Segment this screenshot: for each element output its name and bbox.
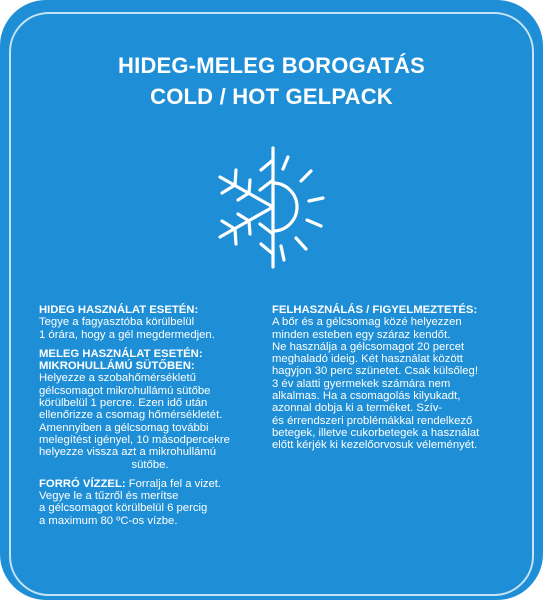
warning-line: Ne használja a gélcsomagot 20 percet	[272, 340, 465, 353]
warning-line: A bőr és a gélcsomag közé helyezzen	[272, 316, 462, 329]
hot-water-heading: FORRÓ VÍZZEL:	[39, 477, 126, 490]
hot-water-section	[39, 478, 261, 527]
cold-use-line: Tegye a fagyasztóba körülbelül	[39, 316, 195, 329]
warm-use-line: körülbelül 1 percre. Ezen idő után	[39, 397, 208, 410]
hot-water-line: Vegye le a tűzről és merítse	[39, 490, 179, 503]
warm-use-line: ellenőrizze a csomag hőmérsékletét.	[39, 409, 223, 422]
warm-use-line: Helyezze a szobahőmérsékletű	[39, 372, 196, 385]
warm-use-line: gélcsomagot mikrohullámú sütőbe	[39, 384, 211, 397]
warning-line: minden esteben egy száraz kendőt.	[272, 328, 451, 341]
hot-water-line: a gélcsomagot körülbelül 6 percig	[39, 502, 208, 515]
warm-use-line: helyezze vissza azt a mikrohullámú	[39, 446, 217, 459]
right-warnings	[272, 304, 507, 452]
hot-water-text: Forralja fel a vizet.	[125, 477, 222, 490]
warm-use-line: Amennyiben a gélcsomag további	[39, 421, 209, 434]
warm-use-section	[39, 348, 261, 471]
warning-line: meghaladó ideig. Két használat között	[272, 353, 463, 366]
cold-use-heading: HIDEG HASZNÁLAT ESETÉN:	[39, 304, 199, 316]
left-instructions	[39, 304, 261, 534]
title-hungarian: HIDEG-MELEG BOROGATÁS	[118, 53, 425, 78]
warm-use-heading: MELEG HASZNÁLAT ESETÉN:	[39, 347, 203, 360]
warning-line: betegek, illetve cukorbetegek a használat	[272, 426, 480, 439]
title-english: COLD / HOT GELPACK	[150, 84, 393, 109]
warm-use-line: melegítést igényel, 10 másodpercekre	[39, 433, 230, 446]
warning-line: és érrendszeri problémákkal rendelkező	[272, 414, 473, 427]
warning-line: előtt kérjék ki kezelőorvosuk véleményét.	[272, 439, 478, 452]
warm-use-line: sütőbe.	[131, 458, 169, 471]
warning-line: azonnal dobja ki a terméket. Szív-	[272, 402, 443, 415]
warm-use-heading: MIKROHULLÁMÚ SÜTŐBEN:	[39, 360, 195, 373]
cold-use-section	[39, 304, 261, 341]
hot-water-first-line	[39, 478, 261, 490]
hot-water-line: a maximum 80 ºC-os vízbe.	[39, 514, 178, 527]
warning-line: hagyjon 30 perc szünetet. Csak külsőleg!	[272, 365, 478, 378]
cold-use-line: 1 órára, hogy a gél megdermedjen.	[39, 328, 215, 341]
snowflake-sun-icon	[205, 140, 340, 275]
warning-line: 3 év alatti gyermekek számára nem	[272, 377, 451, 390]
warning-line: alkalmas. Ha a csomagolás kilyukadt,	[272, 390, 461, 403]
warnings-heading: FELHASZNÁLÁS / FIGYELMEZTETÉS:	[272, 304, 478, 316]
